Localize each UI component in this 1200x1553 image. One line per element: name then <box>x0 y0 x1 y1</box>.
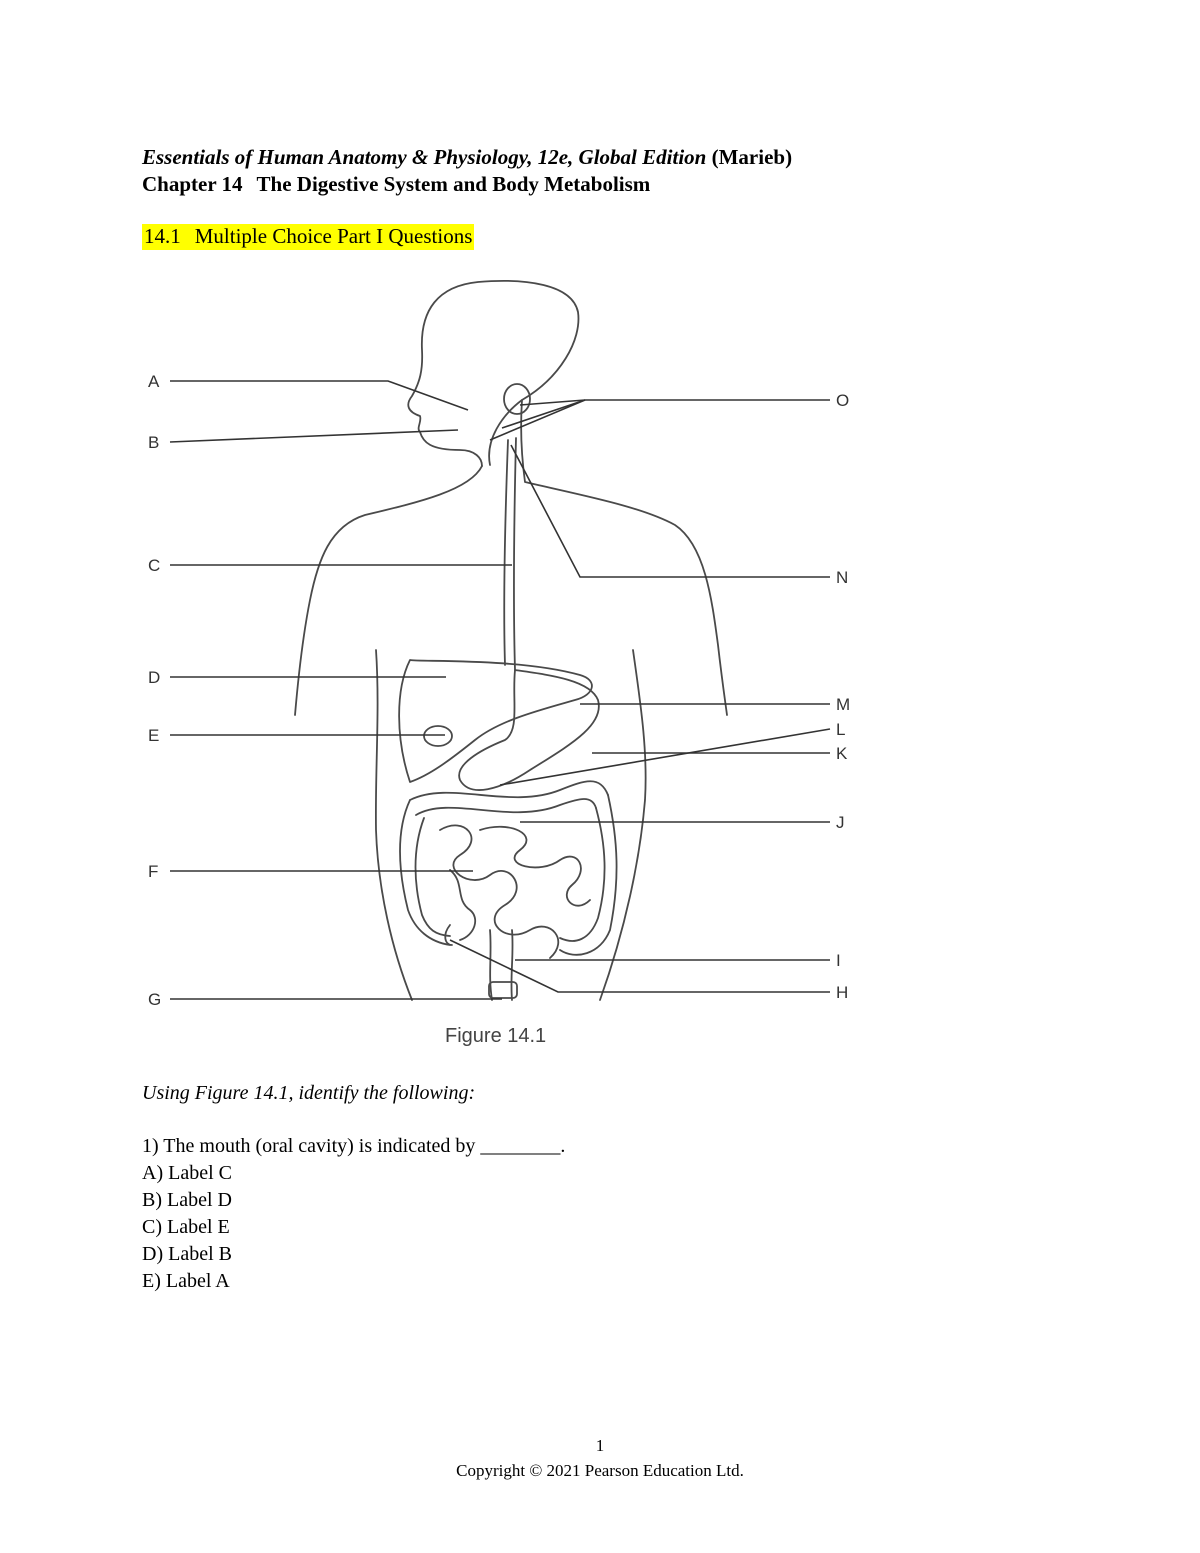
figure-label-d: D <box>148 668 161 687</box>
figure-label-k: K <box>836 744 848 763</box>
page-number: 1 <box>595 1436 605 1455</box>
chapter-title: The Digestive System and Body Metabolism <box>256 172 651 196</box>
answer-option-d: D) Label B <box>142 1243 232 1265</box>
book-title-line <box>142 145 792 170</box>
section-number: 14.1 <box>144 224 181 248</box>
figure-label-o: O <box>836 391 850 410</box>
figure-label-g: G <box>148 990 162 1009</box>
figure-label-a: A <box>148 372 160 391</box>
figure-label-b: B <box>148 433 160 452</box>
digestive-system-figure <box>120 270 880 1060</box>
figure-label-j: J <box>836 813 845 832</box>
question-text: 1) The mouth (oral cavity) is indicated by ________. <box>142 1135 566 1157</box>
figure-label-l: L <box>836 720 846 739</box>
answer-option-b: B) Label D <box>142 1189 232 1211</box>
copyright: Copyright © 2021 Pearson Education Ltd. <box>456 1461 744 1480</box>
section-title: Multiple Choice Part I Questions <box>194 224 473 248</box>
chapter-heading <box>142 172 650 197</box>
figure-labels <box>148 372 850 1047</box>
answer-option-a: A) Label C <box>142 1162 232 1184</box>
figure-label-i: I <box>836 951 841 970</box>
answer-option-e: E) Label A <box>142 1270 230 1292</box>
answer-option-c: C) Label E <box>142 1216 230 1238</box>
figure-label-h: H <box>836 983 849 1002</box>
chapter-number: Chapter 14 <box>142 172 243 196</box>
figure-label-e: E <box>148 726 160 745</box>
figure-label-c: C <box>148 556 161 575</box>
leader-lines <box>170 381 830 999</box>
figure-label-f: F <box>148 862 159 881</box>
instructions: Using Figure 14.1, identify the following: <box>142 1082 476 1104</box>
section-heading <box>142 224 474 250</box>
author: (Marieb) <box>711 145 793 169</box>
figure-caption: Figure 14.1 <box>445 1025 547 1047</box>
figure-label-n: N <box>836 568 849 587</box>
body-outline <box>295 281 727 1000</box>
figure-label-m: M <box>836 695 851 714</box>
book-title: Essentials of Human Anatomy & Physiology, 12e, Global Edition <box>142 145 707 169</box>
